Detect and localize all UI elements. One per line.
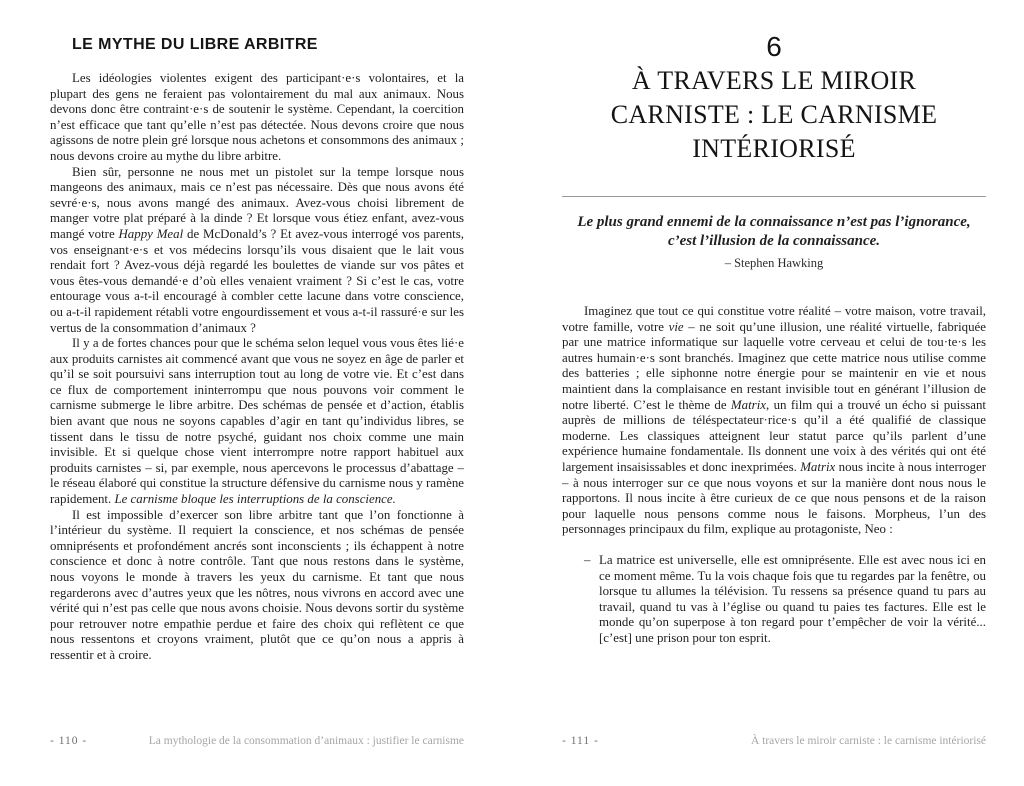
quote-dash: – [584, 552, 591, 567]
page-number: - 110 - [50, 735, 88, 747]
paragraph-1: Les idéologies violentes exigent des participant·e·s volontaires, et la plupart des gens ne feraient pas volontairement du mal aux animaux. Nous devons donc être contraint·e·s de soutenir le système. Cependant, la coercition n’est efficace que tant qu’elle n’est pas détectée. Nous devons croire que nous agissons de notre plein gré lorsque nous achetons et consommons des animaux ; nous devons croire au mythe du libre arbitre. [50, 71, 464, 163]
dialogue-quote [584, 553, 986, 647]
page-left-110 [50, 36, 464, 766]
paragraph-4: Il est impossible d’exercer son libre arbitre tant que l’on fonctionne à l’intérieur du système. Il requiert la conscience, et nos schémas de pensée omniprésents et profondément ancrés sont inconscients ; ils échappent à notre conscience et donc à notre contrôle. Tant que nous restons dans le système, nous voyons le monde à travers les yeux du carnisme. Et tant que nous regarderons avec d’autres yeux que les nôtres, nous vivrons en accord avec une vérité qui n’est pas celle que nous avons choisie. Nous devons sortir du système pour retrouver notre empathie perdue et faire des choix qui reflètent ce que nous ressentons et croyons vraiment, plutôt que ce qu’on nous a appris à ressentir et à croire. [50, 507, 464, 662]
epigraph [572, 213, 976, 272]
epigraph-attribution: – Stephen Hawking [724, 256, 824, 270]
running-title: À travers le miroir carniste : le carnisme intériorisé [750, 735, 986, 747]
quote-text: La matrice est universelle, elle est omniprésente. Elle est avec nous ici en ce moment même. Tu la vois chaque fois que tu regardes par la fenêtre, ou lorsque tu allumes la télévision. Tu ressens sa présence quand tu pars au travail, quand tu vas à l’église ou quand tu paies tes factures. Elle est le monde qu’on superpose à ton regard pour t’empêcher de voir la vérité... [c’est] une prison pour ton esprit. [599, 552, 986, 645]
section-heading: LE MYTHE DU LIBRE ARBITRE [72, 36, 318, 53]
chapter-title: À TRAVERS LE MIROIR CARNISTE : LE CARNISME INTÉRIORISÉ [610, 66, 938, 163]
epigraph-text: Le plus grand ennemi de la connaissance n’est pas l’ignorance, c’est l’illusion de la connaissance. [577, 214, 971, 249]
left-page-body [50, 71, 464, 664]
right-page-footer [562, 735, 986, 747]
divider-rule [562, 196, 986, 197]
paragraph-1: Imaginez que tout ce qui constitue votre réalité – votre maison, votre travail, votre famille, votre vie – ne soit qu’une illusion, une réalité virtuelle, fabriquée par une matrice informatique sur laquelle votre cerveau et celui de tou·te·s les autres humain·e·s sont branchés. Imaginez que cette matrice nous utilise comme des batteries ; elle siphonne notre énergie pour se maintenir en vie et nous maintient dans la complaisance en restant invisible tout en générant l’illusion de notre liberté. C’est le thème de Matrix, un film qui a trouvé un écho si puissant auprès de millions de téléspectateur·rice·s qu’il a été qualifié de classique moderne. Les classiques atteignent leur statut parce qu’ils parlent d’une expérience humaine fondamentale. Ils donnent une voix à des vérités qui ont été largement insaisissables et donc inexprimées. Matrix nous incite à nous interroger – à nous interroger sur ce que nous voyons et sur la manière dont nous nous le rapportons. Il nous incite à être curieux de ce que nous pensons et de la raison pour laquelle nous pensons comme nous le faisons. Morpheus, l’un des personnages principaux du film, explique au protagoniste, Neo : [562, 304, 986, 537]
chapter-heading [562, 30, 986, 166]
paragraph-2: Bien sûr, personne ne nous met un pistolet sur la tempe lorsque nous mangeons des animaux, mais ce n’est pas nécessaire. Dès que nous avons été sevré·e·s, nous avons mangé des animaux. Avez-vous choisi librement de manger votre plat préparé à la dinde ? Et lorsque vous étiez enfant, avez-vous mangé votre Happy Meal de McDonald’s ? Et avez-vous interrogé vos parents, vos enseignant·e·s et vos médecins lorsqu’ils vous disaient que le lait vous rendait fort ? Avez-vous déjà regardé les boulettes de viande sur vos pâtes et vous êtes-vous demandé·e d’où elles venaient vraiment ? Si c’est le cas, votre entourage vous a-t-il encouragé à combler cette lacune dans votre conscience, ou a-t-il rapidement rétabli votre engourdissement et vous a-t-il rassuré·e sur les vertus de la consommation d’animaux ? [50, 164, 464, 335]
page-right-111 [562, 30, 986, 766]
chapter-number: 6 [766, 31, 782, 62]
right-page-body [562, 304, 986, 538]
paragraph-3: Il y a de fortes chances pour que le schéma selon lequel vous vous êtes lié·e aux produits carnistes ait commencé avant que vous ne soyez en âge de parler et qu’il se soit poursuivi sans interruption tout au long de votre vie. Et c’est dans ce flux de comportement ininterrompu que nous pouvons voir comment le carnisme submerge le libre arbitre. Des schémas de pensée et d’action, établis bien avant que nous ne soyons capables d’agir en tant qu’individus libres, se tissent dans le tissu de notre psyché, guidant nos choix comme une main invisible. Et si quelque chose vient interrompre notre rapport habituel aux produits carnistes – si, par exemple, nous apercevons le processus d’abattage – le réseau élaboré qui constitue la structure défensive du carnisme nous y ramène rapidement. Le carnisme bloque les interruptions de la conscience. [50, 336, 464, 507]
running-title: La mythologie de la consommation d’animaux : justifier le carnisme [148, 735, 464, 747]
page-number: - 111 - [562, 735, 599, 747]
left-page-footer [50, 735, 464, 747]
